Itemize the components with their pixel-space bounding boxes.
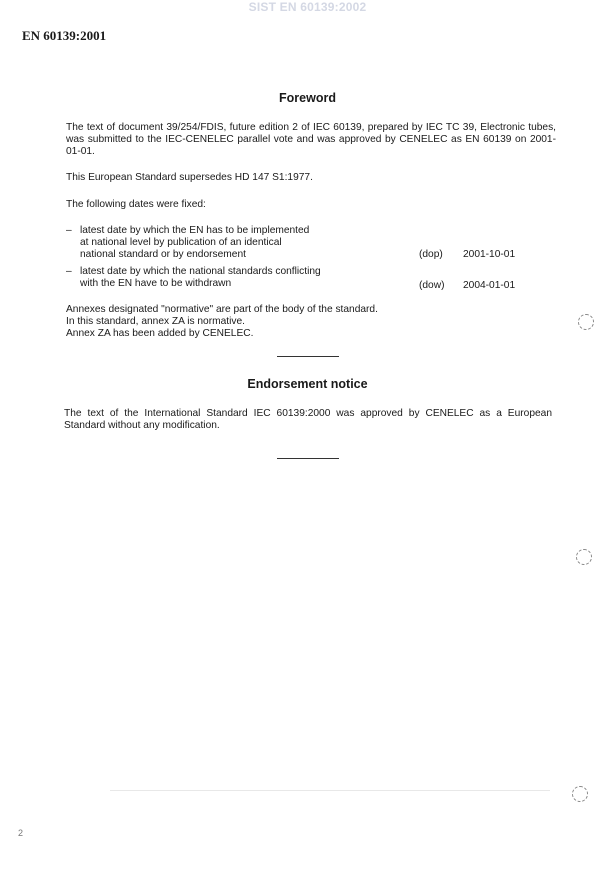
page-number: 2 xyxy=(18,828,24,838)
date-value: 2001-10-01 xyxy=(463,249,516,260)
foreword-paragraph-1: The text of document 39/254/FDIS, future edition 2 of IEC 60139, prepared by IEC TC 39, Electronic tubes, was submitted to the IEC-CENELEC parallel vote and was approved by CENELEC as EN 60139 on 2001-01-01. xyxy=(66,122,556,157)
section-divider xyxy=(277,458,339,459)
annex-note-line: Annexes designated "normative" are part of the body of the standard. xyxy=(66,304,378,315)
date-item-dow xyxy=(66,266,526,290)
date-item-line: national standard or by endorsement xyxy=(80,248,246,260)
watermark: SIST EN 60139:2002 xyxy=(248,0,367,14)
date-item-line: latest date by which the EN has to be implemented xyxy=(80,225,310,236)
foreword-paragraph-3: The following dates were fixed: xyxy=(66,199,206,210)
date-item-line: at national level by publication of an identical xyxy=(80,236,282,248)
punch-hole xyxy=(576,549,592,565)
date-abbreviation: (dop) xyxy=(419,249,443,260)
date-item-text xyxy=(80,266,410,290)
annex-note-line: Annex ZA has been added by CENELEC. xyxy=(66,327,254,339)
list-dash: – xyxy=(66,225,72,236)
foreword-heading: Foreword xyxy=(279,91,336,105)
date-item-text xyxy=(80,225,410,260)
list-dash: – xyxy=(66,266,72,277)
annex-notes xyxy=(66,304,556,339)
punch-hole xyxy=(578,314,594,330)
date-value: 2004-01-01 xyxy=(463,280,516,291)
date-item-dop xyxy=(66,225,526,261)
scan-streak xyxy=(110,790,550,791)
date-item-line: latest date by which the national standards conflicting xyxy=(80,266,321,277)
section-divider xyxy=(277,356,339,357)
foreword-paragraph-2: This European Standard supersedes HD 147 S1:1977. xyxy=(66,172,313,183)
annex-note-line: In this standard, annex ZA is normative. xyxy=(66,315,245,327)
endorsement-paragraph: The text of the International Standard IEC 60139:2000 was approved by CENELEC as a European Standard without any modification. xyxy=(64,408,552,431)
punch-hole xyxy=(572,786,588,802)
document-id: EN 60139:2001 xyxy=(22,28,107,43)
endorsement-heading: Endorsement notice xyxy=(247,377,368,391)
date-abbreviation: (dow) xyxy=(419,280,445,291)
date-item-line: with the EN have to be withdrawn xyxy=(80,277,232,289)
